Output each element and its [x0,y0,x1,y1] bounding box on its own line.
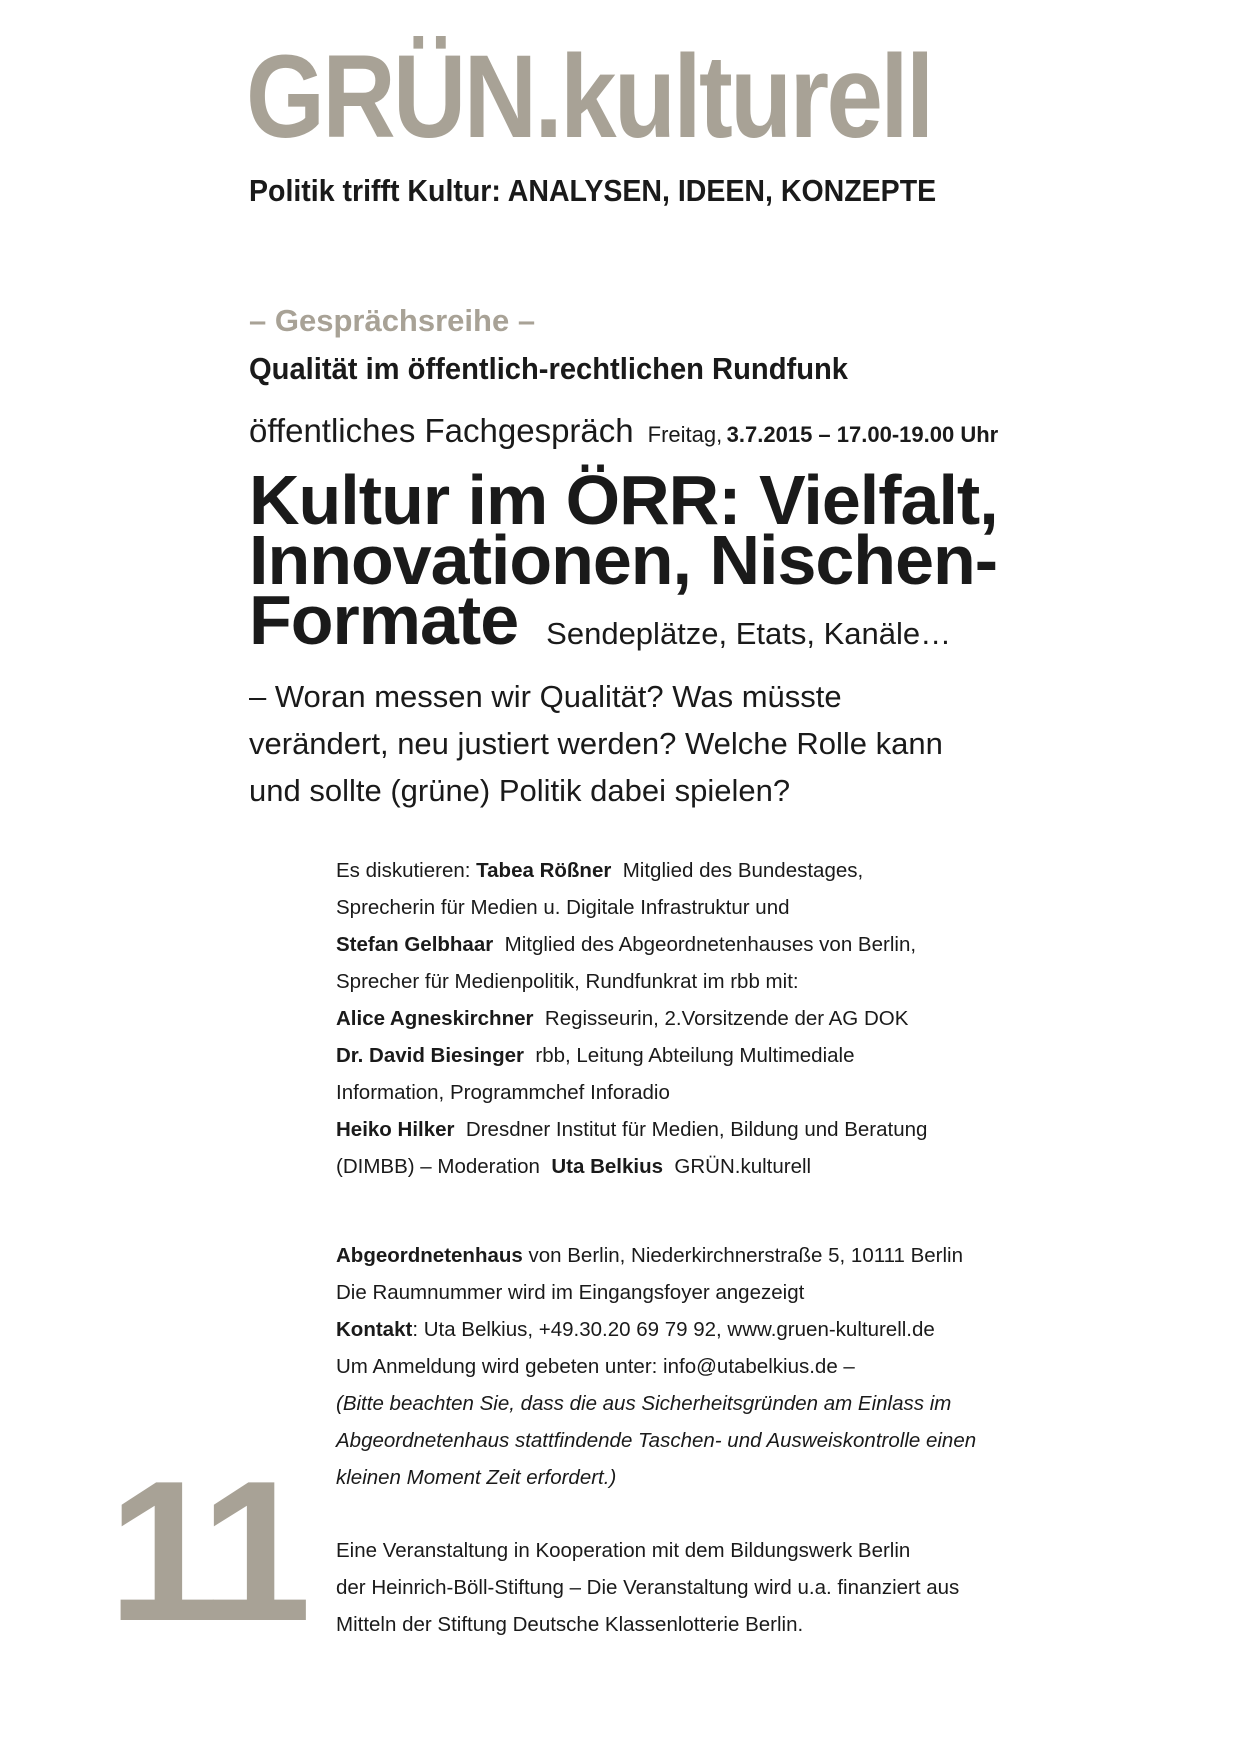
event-question: – Woran messen wir Qualität? Was müsste verändert, neu justiert werden? Welche Rolle kann und sollte (grüne) Politik dabei spielen? [249,679,943,808]
room-note: Die Raumnummer wird im Eingangsfoyer angezeigt [336,1281,805,1304]
event-headline [249,461,998,664]
headline-subtitle: Sendeplätze, Etats, Kanäle… [546,616,952,651]
speaker-line: Sprecher für Medienpolitik, Rundfunkrat im rbb mit: [336,970,799,993]
speaker-name: Dr. David Biesinger [336,1044,524,1067]
speaker-line [336,1111,927,1148]
venue-line [336,1237,976,1274]
contact-label: Kontakt [336,1318,413,1341]
speaker-line [336,1037,927,1074]
security-note-line: kleinen Moment Zeit erfordert.) [336,1466,617,1489]
footer-line: Mitteln der Stiftung Deutsche Klassenlotterie Berlin. [336,1613,804,1636]
speaker-line [336,1000,927,1037]
event-type: öffentliches Fachgespräch [249,412,634,449]
venue-name: Abgeordnetenhaus [336,1244,523,1267]
headline-line-2: Innovationen, Nischen- [249,521,998,599]
series-label: – Gesprächsreihe – [249,303,536,338]
speaker-line [336,1148,927,1185]
security-note-line: (Bitte beachten Sie, dass die aus Sicherheitsgründen am Einlass im [336,1392,952,1415]
brand-title: GRÜN.kulturell [246,31,932,163]
venue-block [336,1237,976,1496]
contact-text: : Uta Belkius, +49.30.20 69 79 92, www.gruen-kulturell.de [412,1318,935,1341]
speaker-role: Dresdner Institut für Medien, Bildung und Beratung [465,1118,928,1141]
security-note [336,1385,976,1496]
speaker-name: Heiko Hilker [336,1118,455,1141]
event-day: Freitag, [647,422,723,447]
speakers-block [336,852,927,1185]
speaker-line [336,852,927,889]
speaker-name: Alice Agneskirchner [336,1007,534,1030]
footer-line: der Heinrich-Böll-Stiftung – Die Veranstaltung wird u.a. finanziert aus [336,1576,960,1599]
tagline: Politik trifft Kultur: ANALYSEN, IDEEN, KONZEPTE [249,173,937,208]
event-line [249,412,998,450]
moderator-name: Uta Belkius [551,1155,663,1178]
speaker-line: Sprecherin für Medien u. Digitale Infrastruktur und [336,896,790,919]
series-title: Qualität im öffentlich-rechtlichen Rundfunk [249,351,849,386]
headline-line-3-text: Formate [249,581,519,659]
footer-block [336,1532,959,1643]
contact-line [336,1311,976,1348]
speaker-role: Regisseurin, 2.Vorsitzende der AG DOK [544,1007,909,1030]
security-note-line: Abgeordnetenhaus stattfindende Taschen- und Ausweiskontrolle einen [336,1429,977,1452]
speaker-role: rbb, Leitung Abteilung Multimediale [535,1044,855,1067]
moderator-org: GRÜN.kulturell [674,1155,812,1178]
headline-line-3 [249,581,998,664]
speaker-role: Mitglied des Bundestages, [622,859,864,882]
speaker-name: Tabea Rößner [476,859,612,882]
venue-address: von Berlin, Niederkirchnerstraße 5, 10111 Berlin [528,1244,964,1267]
speaker-role: Mitglied des Abgeordnetenhauses von Berlin, [504,933,917,956]
event-date: 3.7.2015 – 17.00-19.00 Uhr [726,422,999,447]
speaker-role: (DIMBB) – Moderation [336,1155,540,1178]
headline-line-1: Kultur im ÖRR: Vielfalt, [249,461,998,539]
registration-line: Um Anmeldung wird gebeten unter: info@utabelkius.de – [336,1355,855,1378]
footer-line: Eine Veranstaltung in Kooperation mit dem Bildungswerk Berlin [336,1539,911,1562]
speaker-line [336,926,927,963]
speaker-line: Information, Programmchef Inforadio [336,1081,670,1104]
speakers-intro: Es diskutieren: [336,859,471,882]
issue-number: 11 [108,1440,304,1663]
speaker-name: Stefan Gelbhaar [336,933,494,956]
